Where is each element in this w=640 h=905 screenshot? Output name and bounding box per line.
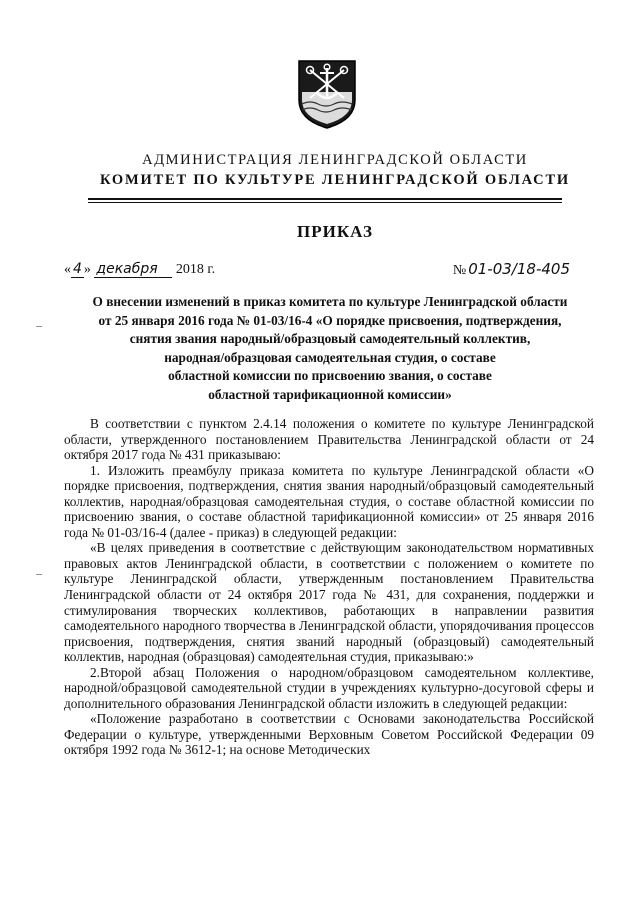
number-sign: № <box>452 263 467 278</box>
administration-title: АДМИНИСТРАЦИЯ ЛЕНИНГРАДСКОЙ ОБЛАСТИ <box>142 152 528 168</box>
paragraph-item-2: 2.Второй абзац Положения о народном/образцовом самодеятельном коллективе, народной/образцовой самодеятельной студии в учреждениях культурно-досуговой сферы и дополнительного образования Ленинградской области изложить в следующей редакции: <box>64 664 594 711</box>
paragraph-quoted-preamble: «В целях приведения в соответствие с действующим законодательством нормативных правовых актов Ленинградской области, в соответствии с положением о комитете по культуре Ленинградской области, утвержденным постановлением Правительства Ленинградской области от 24 октября 2017 года № 431, для сохранения, поддержки и стимулирования творческих коллективов, работающих в направлении развития самодеятельного народного творчества в Ленинградской области, упорядочивания процессов присвоения, подтверждения, снятия званий народный (образцовый) самодеятельный коллектив, народная (образцовая) самодеятельная студия, приказываю:» <box>64 540 594 665</box>
date-month-handwritten: декабря <box>94 262 172 278</box>
order-number <box>453 262 572 279</box>
paragraph-preamble: В соответствии с пунктом 2.4.14 положения о комитете по культуре Ленинградской области, утвержденного постановлением Правительства Ленинградской области от 24 октября 2017 года № 431 приказываю: <box>64 416 594 463</box>
date-year: 2018 г. <box>175 262 216 277</box>
date-open-quote: « <box>64 262 71 277</box>
subject-line: О внесении изменений в приказ комитета по культуре Ленинградской области <box>92 294 568 309</box>
number-handwritten: 01-03/18-405 <box>468 260 570 278</box>
order-body <box>64 416 594 758</box>
header-rule-thin <box>88 202 562 203</box>
paragraph-item-1: 1. Изложить преамбулу приказа комитета по культуре Ленинградской области «О порядке присвоения, подтверждения, снятия звания народный/образцовый самодеятельный коллектив, народная/образцовая самодеятельная студия, о составе областной комиссии по присвоению звания, о составе областной тарификационной комиссии» от 25 января 2016 года № 01-03/16-4 (далее - приказ) в следующей редакции: <box>64 462 594 540</box>
order-subject <box>60 293 600 405</box>
subject-line: от 25 января 2016 года № 01-03/16-4 «О порядке присвоения, подтверждения, <box>98 312 562 328</box>
subject-line: областной комиссии по присвоению звания, о составе <box>168 368 492 384</box>
subject-line: народная/образцовая самодеятельная студия, о составе <box>164 349 496 365</box>
document-title: ПРИКАЗ <box>297 222 373 241</box>
margin-mark: – <box>36 566 42 580</box>
subject-line: областной тарификационной комиссии» <box>208 386 452 402</box>
order-date <box>64 262 215 278</box>
coat-of-arms-icon <box>296 58 358 130</box>
date-close-quote: » <box>83 262 91 277</box>
header-rule-thick <box>88 198 562 200</box>
margin-mark: – <box>36 318 42 332</box>
committee-title: КОМИТЕТ ПО КУЛЬТУРЕ ЛЕНИНГРАДСКОЙ ОБЛАСТИ <box>99 172 570 188</box>
paragraph-quoted-regulation: «Положение разработано в соответствии с Основами законодательства Российской Федерации о культуре, утвержденными Верховным Советом Российской Федерации 09 октября 1992 года № 3612-1; на основе Методических <box>64 711 594 758</box>
date-day-handwritten: 4 <box>73 261 82 277</box>
subject-line: снятия звания народный/образцовый самодеятельный коллектив, <box>129 331 531 347</box>
